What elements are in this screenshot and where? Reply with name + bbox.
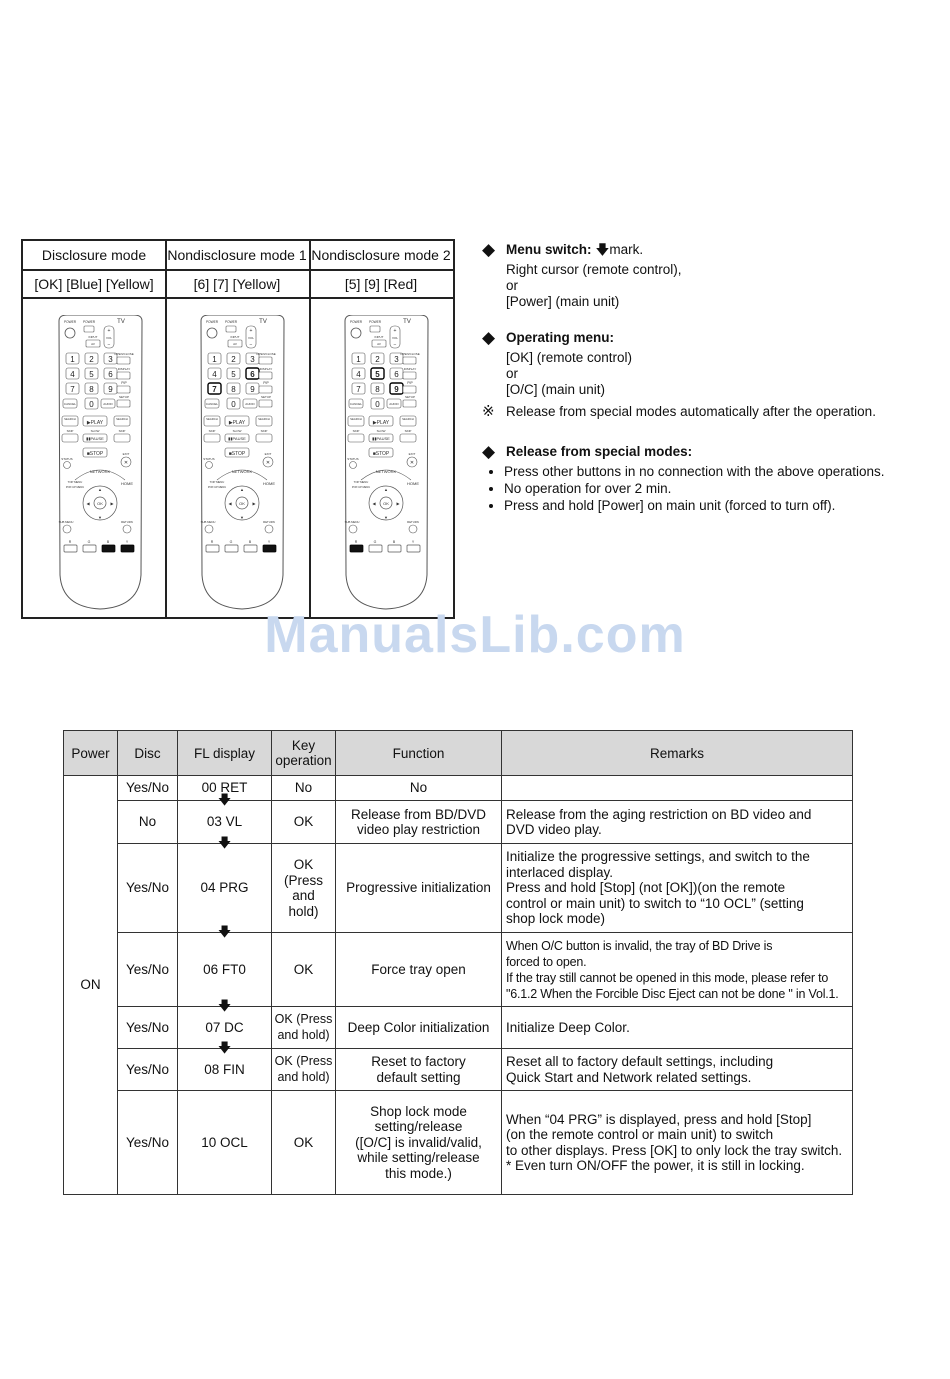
digit-label: 5 [375,370,380,379]
color-button [83,545,96,552]
table-header-row [64,731,853,776]
mode-keys: [6] [7] [Yellow] [165,271,309,299]
table-row [64,1049,853,1091]
skip-label: SKIP [118,429,126,433]
disc-cell: Yes/No [118,776,178,801]
up-arrow-icon: ▲ [240,487,244,492]
menu-switch-title: Menu switch: [506,242,592,257]
reference-note [482,404,922,420]
key-cell: OK [272,801,336,844]
power-button-icon [351,328,361,338]
open-close-label: OPEN/CLOSE [400,352,420,356]
search-label: SEARCH [206,417,218,421]
function-cell: Release from BD/DVD video play restriction [336,801,502,844]
ok-label: OK [383,501,389,506]
audio-label: AUDIO [245,402,255,406]
down-arrow-icon: 🡇 [217,998,232,1013]
digit-label: 3 [394,355,399,364]
play-label: ▶PLAY [86,420,104,426]
status-button [64,462,71,469]
right-arrow-icon: ▶ [110,501,114,506]
digit-label: 6 [250,370,255,379]
fl-display-cell [178,924,272,1007]
color-button-label: G [373,540,377,544]
vol-plus-label: + [107,328,111,334]
exit-icon: ✕ [123,460,129,466]
digit-label: 1 [212,355,217,364]
note-line: or [506,278,519,293]
down-arrow-icon: ▼ [98,515,102,520]
column-header: Remarks [502,731,853,776]
color-button-label: R [68,540,72,544]
mode-header: Disclosure mode [23,241,165,271]
note-line: [Power] (main unit) [506,294,620,309]
vol-plus-label: + [393,328,397,334]
down-arrow-icon: ▼ [384,515,388,520]
stop-label: ■STOP [228,451,246,457]
digit-label: 0 [89,400,94,409]
color-button [102,545,115,552]
cancel-label: CANCEL [349,402,363,406]
sub-menu-button [349,525,357,533]
mode-header: Nondisclosure mode 2 [309,241,453,271]
top-menu-label: TOP MENU [209,480,225,484]
table-row [64,801,853,844]
column-header: Key operation [272,731,336,776]
display-button [403,372,416,379]
fl-display-cell: 10 OCL [178,1091,272,1195]
tv-label: TV [259,319,267,325]
table-row [64,776,853,801]
disc-cell: Yes/No [118,844,178,933]
search-label: SEARCH [350,417,362,421]
open-close-button [117,357,130,364]
reference-text: Release from special modes automatically after the operation. [506,404,876,419]
color-button-label: G [87,540,91,544]
digit-label: 8 [375,385,380,394]
mode-keys: [5] [9] [Red] [309,271,453,299]
table-row [64,933,853,1007]
display-label: DISPLAY [117,367,131,371]
sub-menu-label: SUB MENU [344,520,360,524]
status-label: STATUS [61,457,73,461]
skip-back-button [204,434,220,442]
down-arrow-icon: 🡇 [217,792,232,807]
tv-label: TV [117,319,125,325]
function-cell: No [336,776,502,801]
vol-minus-label: − [393,342,397,348]
disc-cell: Yes/No [118,1091,178,1195]
exit-label: EXIT [264,452,272,456]
power-label: POWER [349,320,363,324]
sub-menu-button [205,525,213,533]
return-button [409,525,417,533]
left-arrow-icon: ◀ [228,501,232,506]
function-cell: Progressive initialization [336,844,502,933]
pip-button [259,386,272,393]
digit-label: 6 [394,370,399,379]
stop-label: ■STOP [372,451,390,457]
column-header: Function [336,731,502,776]
down-arrow-icon: 🡇 [217,835,232,850]
digit-label: 7 [70,385,75,394]
pause-label: ▮▮PAUSE [372,436,390,441]
skip-back-button [348,434,364,442]
remarks-cell: Release from the aging restriction on BD video and DVD video play. [502,801,853,844]
remote-control-illustration [195,315,290,611]
pop-up-menu-label: POP-UP MENU [65,486,85,489]
color-button [64,545,77,552]
table-row [64,844,853,933]
fl-display-value: 07 DC [205,1019,244,1035]
fl-display-cell: 00 RET [178,776,272,801]
skip-forward-button [400,434,416,442]
vol-label: VOL [247,336,255,340]
digit-label: 7 [356,385,361,394]
mode-column-nondisclosure-1 [165,239,311,619]
slow-label: SLOW [90,429,100,433]
av-label: AV [377,342,381,346]
diamond-bullet-icon: ◆ [482,328,496,347]
diamond-bullet-icon: ◆ [482,442,496,461]
top-menu-label: TOP MENU [353,480,369,484]
remarks-cell: Reset all to factory default settings, including Quick Start and Network related settings. [502,1049,853,1091]
note-line: [OK] (remote control) [506,350,633,365]
digit-label: 9 [250,385,255,394]
table-row [64,1091,853,1195]
release-list [482,464,922,514]
menu-switch-suffix: mark. [609,242,644,257]
color-button-label: B [392,540,396,544]
setup-button [259,400,272,407]
ok-label: OK [239,501,245,506]
digit-label: 4 [356,370,361,379]
list-item: • No operation for over 2 min. [504,481,922,497]
menu-switch-heading [482,242,922,258]
key-cell: OK (Press and hold) [272,1007,336,1049]
status-label: STATUS [203,457,215,461]
setup-button [117,400,130,407]
skip-label: SKIP [66,429,74,433]
key-cell: OK (Press and hold) [272,1049,336,1091]
release-title: Release from special modes: [506,444,693,459]
network-label: NETWORK [89,469,111,474]
return-button [123,525,131,533]
home-label: HOME [407,481,419,486]
remote-illustration-cell [309,299,453,621]
skip-forward-button [114,434,130,442]
display-button [259,372,272,379]
play-label: ▶PLAY [372,420,390,426]
tv-power-label: POWER [82,320,96,324]
remarks-cell [502,776,853,801]
input-label: INPUT [88,335,98,339]
digit-label: 8 [231,385,236,394]
power-cell: ON [64,776,118,1195]
diamond-bullet-icon: ◆ [482,240,496,259]
digit-label: 3 [250,355,255,364]
key-cell: OK [272,933,336,1007]
up-arrow-icon: ▲ [98,487,102,492]
skip-label: SKIP [208,429,216,433]
color-button-label: G [229,540,233,544]
ok-label: OK [97,501,103,506]
color-button-label: B [106,540,110,544]
status-button [206,462,213,469]
color-button [350,545,363,552]
display-button [117,372,130,379]
digit-label: 2 [231,355,236,364]
note-line: Right cursor (remote control), [506,262,682,277]
left-arrow-icon: ◀ [372,501,376,506]
fl-display-cell [178,1040,272,1091]
pip-label: PIP [263,381,269,385]
skip-label: SKIP [352,429,360,433]
color-button [206,545,219,552]
note-line: [O/C] (main unit) [506,382,606,397]
key-cell: OK (Press and hold) [272,844,336,933]
tv-power-button [370,326,380,332]
color-button [244,545,257,552]
digit-label: 4 [212,370,217,379]
open-close-button [403,357,416,364]
open-close-label: OPEN/CLOSE [256,352,276,356]
disc-cell: Yes/No [118,933,178,1007]
note-line: or [506,366,519,381]
status-label: STATUS [347,457,359,461]
digit-label: 5 [89,370,94,379]
right-arrow-icon: ▶ [252,501,256,506]
sub-menu-label: SUB MENU [200,520,216,524]
power-button-icon [207,328,217,338]
right-arrow-icon: ▶ [396,501,400,506]
watermark: ManualsLib.com [264,606,686,664]
column-header: Disc [118,731,178,776]
pip-button [117,386,130,393]
search-label: SEARCH [402,417,414,421]
table-row [64,1007,853,1049]
slow-label: SLOW [232,429,242,433]
return-label: RETURN [121,520,133,524]
return-label: RETURN [263,520,275,524]
function-cell: Shop lock mode setting/release ([O/C] is invalid/valid, while setting/release this mode.) [336,1091,502,1195]
pip-label: PIP [407,381,413,385]
release-heading [482,444,922,460]
open-close-label: OPEN/CLOSE [114,352,134,356]
color-button [225,545,238,552]
search-label: SEARCH [258,417,270,421]
remote-control-illustration [53,315,148,611]
tv-label: TV [403,319,411,325]
list-item: • Press and hold [Power] on main unit (forced to turn off). [504,498,922,514]
digit-label: 2 [375,355,380,364]
remote-control-illustration [339,315,434,611]
exit-label: EXIT [408,452,416,456]
digit-label: 0 [375,400,380,409]
setup-button [403,400,416,407]
disc-cell: Yes/No [118,1007,178,1049]
function-cell: Reset to factory default setting [336,1049,502,1091]
pause-label: ▮▮PAUSE [228,436,246,441]
mode-column-disclosure [21,239,167,619]
digit-label: 7 [212,385,217,394]
digit-label: 9 [394,385,399,394]
digit-label: 1 [70,355,75,364]
search-label: SEARCH [64,417,76,421]
search-label: SEARCH [116,417,128,421]
color-button-label: R [210,540,214,544]
color-button [263,545,276,552]
network-label: NETWORK [231,469,253,474]
color-button [388,545,401,552]
vol-label: VOL [391,336,399,340]
status-button [350,462,357,469]
digit-label: 1 [356,355,361,364]
sub-menu-button [63,525,71,533]
digit-label: 6 [108,370,113,379]
operating-menu-heading [482,330,922,346]
power-label: POWER [63,320,77,324]
color-button [369,545,382,552]
color-button-label: B [248,540,252,544]
setup-label: SETUP [260,395,272,399]
digit-label: 3 [108,355,113,364]
input-label: INPUT [230,335,240,339]
pip-label: PIP [121,381,127,385]
remarks-cell: Initialize the progressive settings, and switch to the interlaced display. Press and hold [Stop] (not [OK])(on the remote control or main unit) to switch to “10 OCL” (setting shop lock mode) [502,844,853,933]
down-arrow-icon: 🡇 [595,242,610,257]
exit-icon: ✕ [409,460,415,466]
av-label: AV [233,342,237,346]
tv-power-button [84,326,94,332]
skip-back-button [62,434,78,442]
display-label: DISPLAY [403,367,417,371]
fl-display-value: 03 VL [206,814,243,830]
remote-illustration-cell [165,299,309,621]
return-button [265,525,273,533]
reference-mark-icon: ※ [482,403,495,420]
digit-label: 4 [70,370,75,379]
pip-button [403,386,416,393]
setup-label: SETUP [118,395,130,399]
left-arrow-icon: ◀ [86,501,90,506]
down-arrow-icon: 🡇 [217,1040,232,1055]
play-label: ▶PLAY [228,420,246,426]
digit-label: 9 [108,385,113,394]
disc-cell: No [118,801,178,844]
sub-menu-label: SUB MENU [58,520,74,524]
display-label: DISPLAY [259,367,273,371]
cancel-label: CANCEL [63,402,77,406]
function-cell: Force tray open [336,933,502,1007]
digit-label: 8 [89,385,94,394]
mode-header: Nondisclosure mode 1 [165,241,309,271]
digit-label: 0 [231,400,236,409]
operating-menu-title: Operating menu: [506,330,615,345]
up-arrow-icon: ▲ [384,487,388,492]
av-label: AV [91,342,95,346]
home-label: HOME [263,481,275,486]
function-cell: Deep Color initialization [336,1007,502,1049]
key-cell: No [272,776,336,801]
audio-label: AUDIO [389,402,399,406]
top-menu-label: TOP MENU [67,480,83,484]
color-button-label: Y [267,540,271,544]
column-header: Power [64,731,118,776]
remote-illustration-cell [23,299,165,621]
remarks-cell: When O/C button is invalid, the tray of BD Drive is forced to open. If the tray still cannot be opened in this mode, please refer to "6.1.2 When the Forcible Disc Eject can not be done " in Vol.1. [502,933,853,1007]
slow-label: SLOW [376,429,386,433]
skip-label: SKIP [260,429,268,433]
remarks-cell: When “04 PRG” is displayed, press and hold [Stop] (on the remote control or main unit) to switch to other displays. Press [OK] to only lock the tray switch. * Even turn ON/OFF the power, it is still in locking. [502,1091,853,1195]
color-button [407,545,420,552]
fl-display-value: 08 FIN [204,1061,245,1077]
column-header: FL display [178,731,272,776]
exit-label: EXIT [122,452,130,456]
audio-label: AUDIO [103,402,113,406]
cancel-label: CANCEL [205,402,219,406]
down-arrow-icon: ▼ [240,515,244,520]
disc-cell: Yes/No [118,1049,178,1091]
open-close-button [259,357,272,364]
color-button-label: Y [125,540,129,544]
pop-up-menu-label: POP-UP MENU [207,486,227,489]
vol-minus-label: − [249,342,253,348]
vol-label: VOL [105,336,113,340]
tv-power-button [226,326,236,332]
list-item: • Press other buttons in no connection with the above operations. [504,464,922,480]
exit-icon: ✕ [265,460,271,466]
down-arrow-icon: 🡇 [217,924,232,939]
power-button-icon [65,328,75,338]
remarks-cell: Initialize Deep Color. [502,1007,853,1049]
notes-panel [482,242,922,515]
mode-table [21,239,455,621]
return-label: RETURN [407,520,419,524]
vol-plus-label: + [249,328,253,334]
skip-label: SKIP [404,429,412,433]
function-table [63,730,853,1195]
home-label: HOME [121,481,133,486]
fl-display-cell [178,835,272,933]
input-label: INPUT [374,335,384,339]
mode-column-nondisclosure-2 [309,239,455,619]
stop-label: ■STOP [86,451,104,457]
digit-label: 5 [231,370,236,379]
power-label: POWER [205,320,219,324]
fl-display-value: 04 PRG [200,880,249,896]
fl-display-value: 06 FT0 [203,961,246,977]
color-button-label: Y [411,540,415,544]
pop-up-menu-label: POP-UP MENU [351,486,371,489]
color-button-label: R [354,540,358,544]
tv-power-label: POWER [224,320,238,324]
pause-label: ▮▮PAUSE [86,436,104,441]
network-label: NETWORK [375,469,397,474]
digit-label: 2 [89,355,94,364]
mode-keys: [OK] [Blue] [Yellow] [23,271,165,299]
vol-minus-label: − [107,342,111,348]
skip-forward-button [256,434,272,442]
setup-label: SETUP [404,395,416,399]
color-button [121,545,134,552]
tv-power-label: POWER [368,320,382,324]
key-cell: OK [272,1091,336,1195]
